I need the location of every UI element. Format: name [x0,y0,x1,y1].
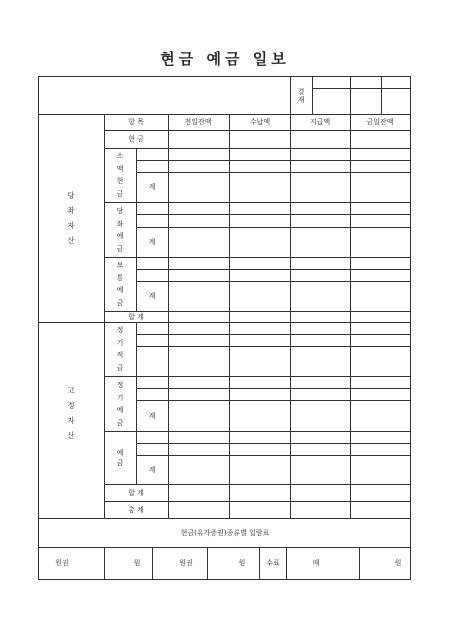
col-rule [359,547,360,580]
row-rule [136,214,411,215]
col-rule [207,547,208,580]
col-rule [104,114,105,518]
cash-deposit-report-form [38,76,411,580]
denomination-table-title: 현금(유가증권)종류별 일람표 [180,529,270,537]
fixed-total-label: 합 계 [128,489,144,497]
fixed-assets-label: 고정자산 [67,386,75,440]
col-rule [136,322,137,484]
col-rule [168,114,169,518]
time-deposit-subtotal: 계 [148,412,156,420]
row-rule [104,431,411,432]
header-top-rule [38,114,411,115]
col-rule [229,114,230,518]
current-assets-label: 당좌자산 [67,191,75,245]
grand-total-label: 총 계 [128,506,144,514]
denomination-cell: 원 [133,559,141,567]
approval-divider [381,76,382,114]
denomination-cell: 원 [394,559,402,567]
approval-divider [312,88,411,89]
header-today-balance: 금일잔액 [366,118,394,126]
section-rule [38,322,411,323]
row-rule [104,376,411,377]
denomination-cell: 원권 [179,559,193,567]
col-rule [259,547,260,580]
row-rule [104,311,411,312]
row-rule [136,334,411,335]
ordinary-label: 보통예금 [116,260,124,307]
approval-divider [312,76,313,114]
col-rule [136,148,137,311]
section-rule [38,547,411,548]
petty-cash-subtotal: 계 [148,183,156,191]
deposit-subtotal: 계 [148,466,156,474]
row-rule [136,227,411,228]
current-total-label: 합 계 [128,313,144,321]
petty-cash-label: 소액현금 [116,151,124,198]
approval-label: 결재 [297,88,305,104]
col-rule [104,547,105,580]
row-rule [104,484,411,485]
row-rule [136,400,411,401]
row-rule [104,501,411,502]
row-rule [136,281,411,282]
row-rule [136,455,411,456]
row-rule [136,269,411,270]
col-rule [290,114,291,518]
col-rule [152,547,153,580]
approval-divider [350,76,351,114]
cash-label: 현 금 [128,135,144,143]
time-deposit-label: 정기예금 [116,380,124,427]
header-prev-balance: 전일잔액 [184,118,212,126]
installment-label: 정기적금 [116,325,124,372]
row-rule [136,172,411,173]
section-rule [38,518,411,519]
checking-subtotal: 계 [148,238,156,246]
ordinary-subtotal: 계 [148,292,156,300]
header-payment: 지급액 [309,118,331,126]
header-item: 항 목 [128,118,144,126]
row-rule [104,202,411,203]
deposit-label: 예금 [116,449,124,467]
form-title: 현금 예금 일보 [160,50,290,68]
denomination-cell: 수표 [266,559,280,567]
row-rule [104,257,411,258]
denomination-cell: 원권 [55,559,69,567]
checking-label: 당좌예금 [116,206,124,253]
row-rule [136,388,411,389]
row-rule [136,443,411,444]
row-rule [136,160,411,161]
header-bottom-rule [104,130,411,131]
col-rule [350,114,351,518]
denomination-cell: 매 [312,559,320,567]
row-rule [136,346,411,347]
header-receipt: 수납액 [249,118,271,126]
col-rule [286,547,287,580]
denomination-cell: 원 [238,559,246,567]
approval-divider [290,76,291,114]
row-rule [104,148,411,149]
